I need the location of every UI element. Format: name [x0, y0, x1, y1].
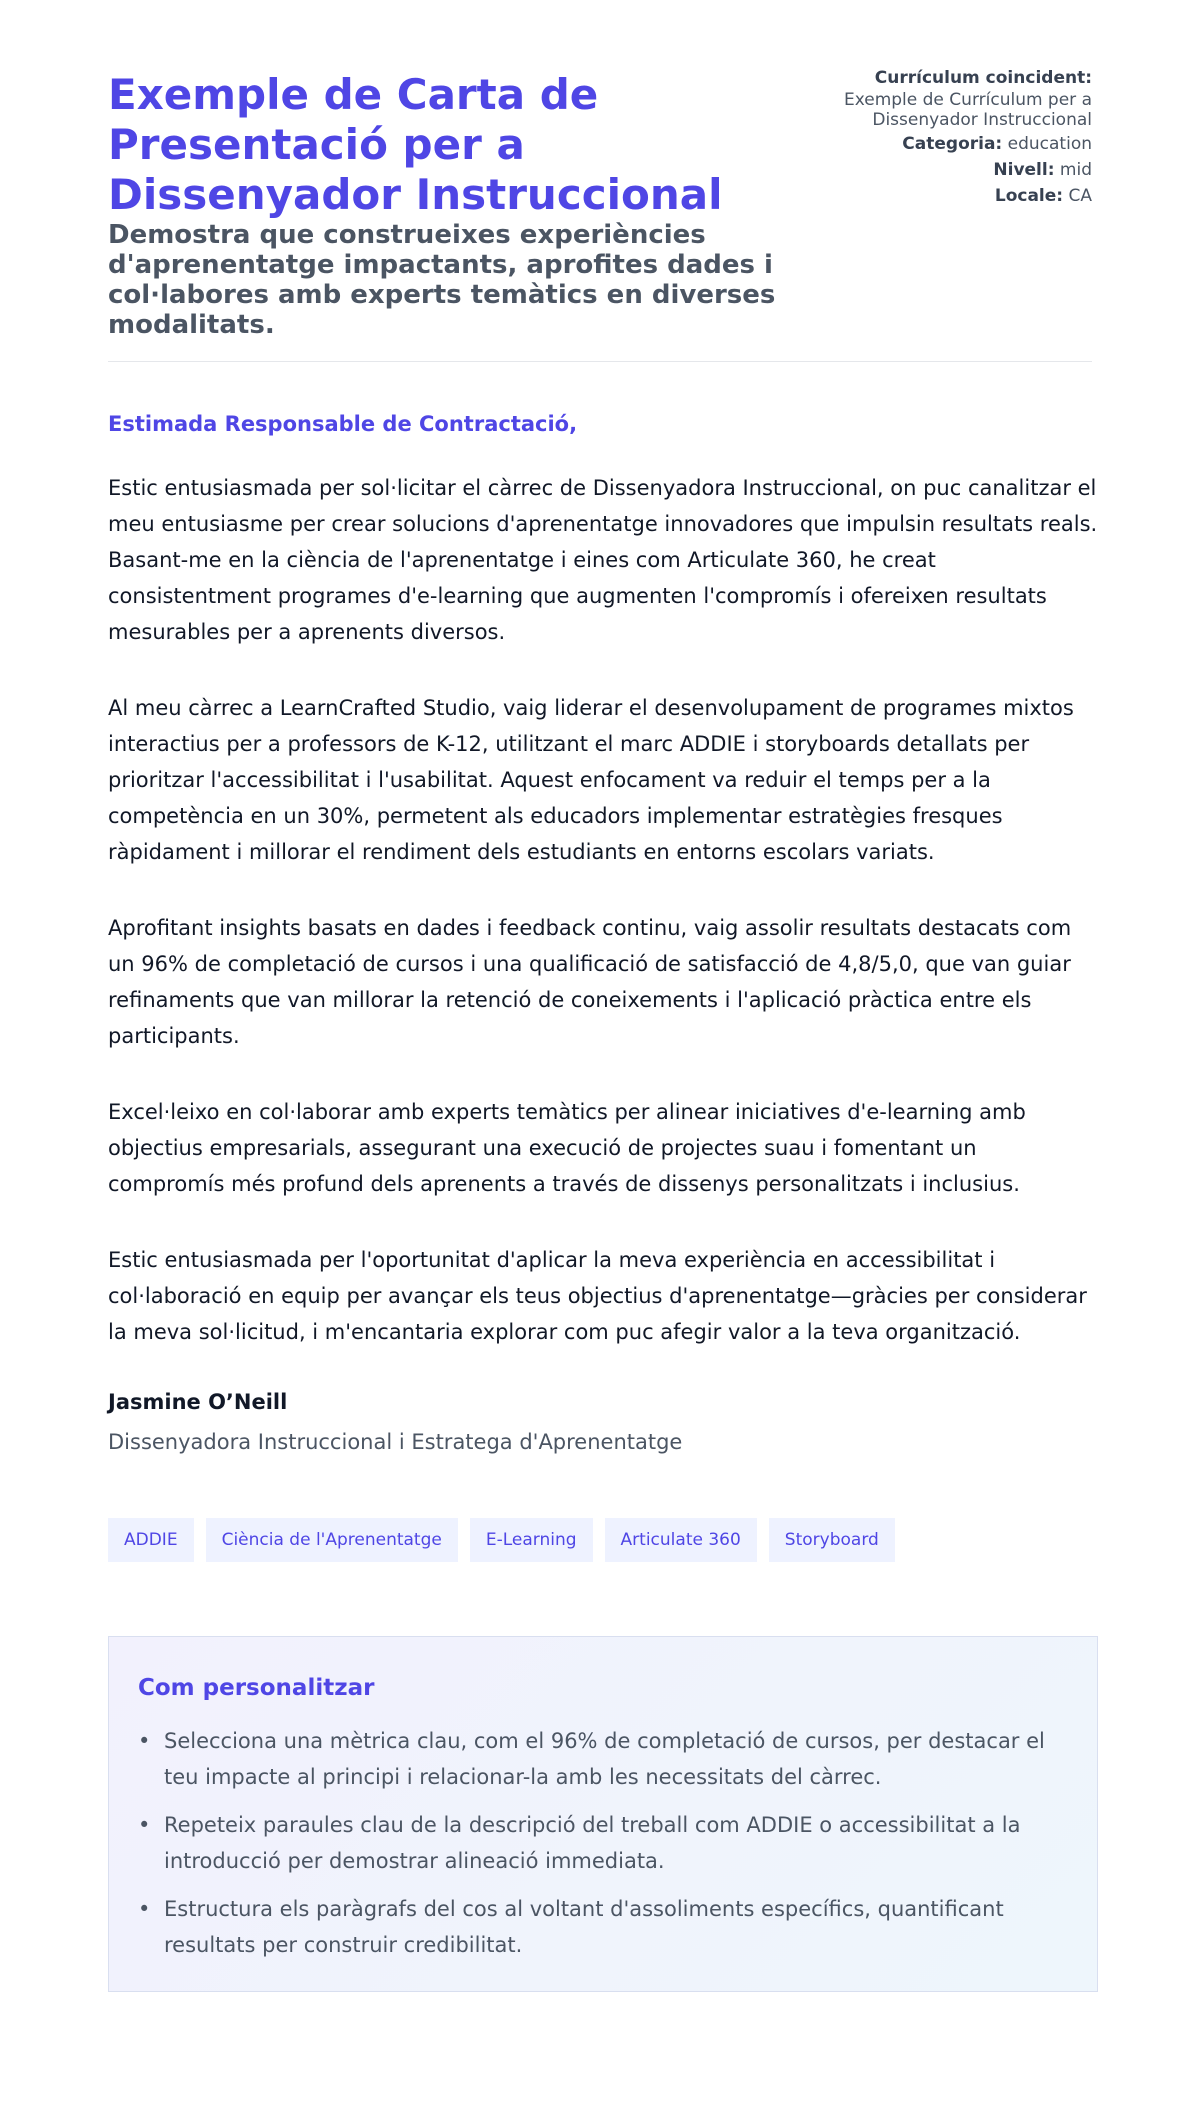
letter-body: [108, 362, 1098, 1992]
signature-name: Jasmine O’Neill: [108, 1390, 288, 1414]
meta-level-value: mid: [1059, 160, 1092, 180]
tip-text: Repeteix paraules clau de la descripció del treball com ADDIE o accessibilitat a la introducció per demostrar alineació immediata.: [164, 1813, 1021, 1873]
customize-tips-box: [108, 1636, 1098, 1992]
tip-item: [138, 1807, 1068, 1879]
bullet-icon: •: [138, 1729, 151, 1753]
meta-match-value: Exemple de Currículum per a Dissenyador Instruccional: [843, 90, 1092, 130]
meta-match-label: Currículum coincident:: [874, 68, 1092, 88]
skill-tag: Storyboard: [769, 1518, 895, 1562]
letter-paragraph: Estic entusiasmada per l'oportunitat d'aplicar la meva experiència en accessibilitat i col·laboració en equip per avançar els teus objectius d'aprenentatge—gràcies per considerar la meva sol·licitud, i m'encantaria explorar com puc afegir valor a la teva organització.: [108, 1248, 1087, 1344]
skill-tag: Ciència de l'Aprenentatge: [206, 1518, 458, 1562]
skill-tag: E-Learning: [470, 1518, 593, 1562]
meta-level-label: Nivell:: [993, 160, 1055, 180]
meta-category-value: education: [1007, 134, 1092, 154]
meta-panel: [802, 66, 1092, 210]
tips-title: Com personalitzar: [138, 1675, 375, 1701]
meta-match: [802, 66, 1092, 130]
header-left: [108, 70, 818, 340]
meta-level: [802, 158, 1092, 182]
skill-tag: ADDIE: [108, 1518, 194, 1562]
meta-category: [802, 132, 1092, 156]
signature-role: Dissenyadora Instruccional i Estratega d'Aprenentatge: [108, 1430, 683, 1454]
skill-tags: [108, 1518, 1092, 1562]
letter-paragraph: Aprofitant insights basats en dades i feedback continu, vaig assolir resultats destacats com un 96% de completació de cursos i una qualificació de satisfacció de 4,8/5,0, que van guiar refinaments que van millorar la retenció de coneixements i l'aplicació pràctica entre els participants.: [108, 916, 1072, 1048]
letter-paragraph: Estic entusiasmada per sol·licitar el càrrec de Dissenyadora Instruccional, on puc canalitzar el meu entusiasme per crear solucions d'aprenentatge innovadores que impulsin resultats reals. Basant-me en la ciència de l'aprenentatge i eines com Articulate 360, he creat consistentment programes d'e-learning que augmenten l'compromís i ofereixen resultats mesurables per a aprenents diversos.: [108, 476, 1098, 644]
letter-paragraph: Excel·leixo en col·laborar amb experts temàtics per alinear iniciatives d'e-learning amb objectius empresarials, assegurant una execució de projectes suau i fomentant un compromís més profund dels aprenents a través de dissenys personalitzats i inclusius.: [108, 1100, 1026, 1196]
signature-block: [108, 1390, 1092, 1454]
letter-paragraph: Al meu càrrec a LearnCrafted Studio, vaig liderar el desenvolupament de programes mixtos interactius per a professors de K-12, utilitzant el marc ADDIE i storyboards detallats per prioritzar l'accessibilitat i l'usabilitat. Aquest enfocament va reduir el temps per a la competència en un 30%, permetent als educadors implementar estratègies fresques ràpidament i millorar el rendiment dels estudiants en entorns escolars variats.: [108, 696, 1074, 864]
skill-tag: Articulate 360: [605, 1518, 757, 1562]
tip-item: [138, 1891, 1068, 1963]
meta-locale: [802, 184, 1092, 208]
meta-category-label: Categoria:: [902, 134, 1003, 154]
page-title: Exemple de Carta de Presentació per a Dissenyador Instruccional: [108, 70, 723, 219]
meta-locale-label: Locale:: [994, 186, 1064, 206]
tip-text: Selecciona una mètrica clau, com el 96% de completació de cursos, per destacar el teu impacte al principi i relacionar-la amb les necessitats del càrrec.: [164, 1729, 1045, 1789]
bullet-icon: •: [138, 1813, 151, 1837]
tip-item: [138, 1723, 1068, 1795]
page-subtitle: Demostra que construeixes experiències d'aprenentatge impactants, aprofites dades i col·labores amb experts temàtics en diverses modalitats.: [108, 220, 776, 340]
page-header: [108, 0, 1092, 362]
salutation: Estimada Responsable de Contractació,: [108, 412, 578, 436]
tips-list: [138, 1723, 1068, 1963]
bullet-icon: •: [138, 1897, 151, 1921]
tip-text: Estructura els paràgrafs del cos al voltant d'assoliments específics, quantificant resultats per construir credibilitat.: [164, 1897, 1004, 1957]
meta-locale-value: CA: [1068, 186, 1092, 206]
